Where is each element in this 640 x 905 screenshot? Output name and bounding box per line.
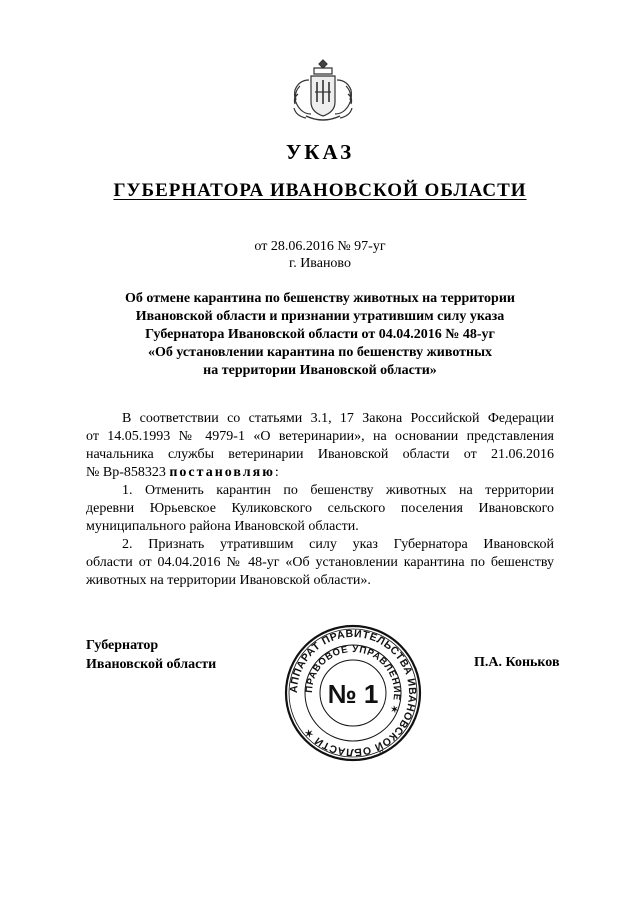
signature-position-line: Губернатор	[86, 638, 159, 653]
signature-position	[86, 636, 216, 674]
decree-subject	[95, 290, 545, 380]
subject-line: Ивановской области и признании утратившим силу указа	[135, 309, 505, 324]
subject-line: Губернатора Ивановской области от 04.04.2016 № 48-уг	[145, 327, 495, 342]
city-line: г. Иваново	[289, 256, 351, 271]
decree-word: постановляю	[169, 465, 275, 480]
body-line: области от 04.04.2016 № 48-уг «Об установлении карантина по бешенству	[86, 555, 554, 570]
subject-line: на территории Ивановской области»	[203, 363, 437, 378]
subject-line: Об отмене карантина по бешенству животных на территории	[125, 291, 515, 306]
body-line: 2. Признать утратившим силу указ Губернатора Ивановской	[122, 537, 554, 552]
issuer-title	[0, 180, 640, 202]
official-seal	[283, 623, 423, 763]
body-line: животных на территории Ивановской области».	[86, 573, 371, 588]
decree-body	[86, 410, 554, 590]
date-number-line: от 28.06.2016 № 97-уг	[254, 239, 386, 254]
body-line: муниципального района Ивановской области.	[86, 519, 359, 534]
body-line-decree	[86, 464, 554, 482]
seal-ring-text: АППАРАТ ПРАВИТЕЛЬСТВА ИВАНОВСКОЙ ОБЛАСТИ ✶	[287, 627, 419, 759]
seal-inner-text: ПРАВОВОЕ УПРАВЛЕНИЕ ✶	[303, 643, 403, 716]
body-line: деревни Юрьевское Куликовского сельского поселения Ивановского	[86, 501, 554, 516]
body-line: В соответствии со статьями 3.1, 17 Закона Российской Федерации	[122, 411, 554, 426]
subject-line: «Об установлении карантина по бешенству животных	[147, 345, 493, 360]
issuer-title-text: ГУБЕРНАТОРА ИВАНОВСКОЙ ОБЛАСТИ	[113, 180, 527, 201]
seal-number: № 1	[327, 679, 379, 709]
document-type-title: УКАЗ	[285, 140, 355, 164]
body-line: 1. Отменить карантин по бешенству животных на территории	[122, 483, 554, 498]
body-line: начальника службы ветеринарии Ивановской области от 21.06.2016	[86, 447, 554, 462]
signatory-name: П.А. Коньков	[474, 655, 560, 670]
coat-of-arms-icon	[288, 58, 358, 122]
decree-colon: :	[274, 465, 279, 480]
registration-number: № Вр-858323	[86, 465, 166, 480]
signature-position-line: Ивановской области	[86, 657, 217, 672]
body-line: от 14.05.1993 № 4979-1 «О ветеринарии», на основании представления	[86, 429, 554, 444]
